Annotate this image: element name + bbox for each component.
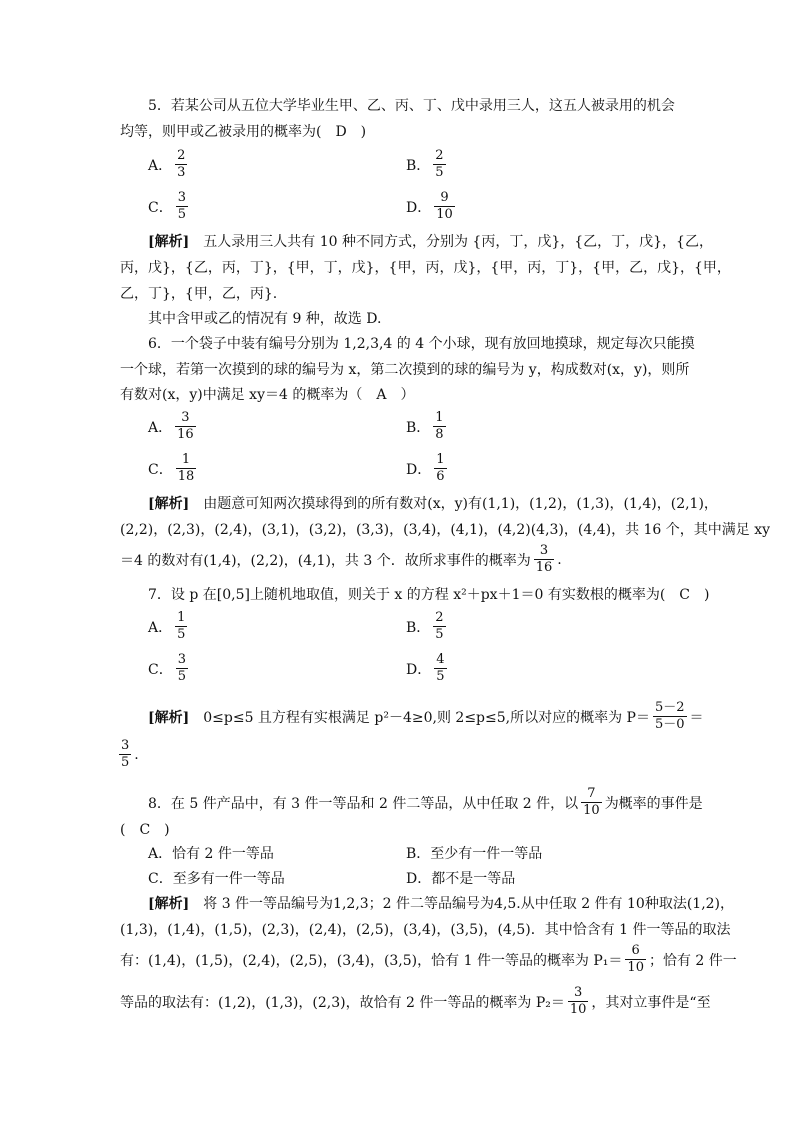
q8-solution-line3 (120, 943, 737, 976)
q5-option-b-label: B． (406, 157, 431, 174)
q7-c-den: 5 (177, 669, 186, 684)
q8-option-c: C．至多有一件一等品 (148, 871, 285, 887)
q8-stem-text1a: 8．在 5 件产品中，有 3 件一等品和 2 件二等品，从中任取 2 件，以 (148, 795, 579, 812)
q5-option-a-label: A． (148, 157, 173, 174)
q6-option-d-fraction (434, 452, 446, 485)
q7-option-d-fraction (434, 652, 446, 685)
q6-solution-text3b: . (557, 551, 562, 568)
q7-option-d (406, 652, 450, 685)
q8-solution-text4a: 等品的取法有：(1,2)，(1,3)，(2,3)，故恰有 2 件一等品的概率为 P₂＝ (120, 994, 565, 1011)
q6-solution-line3 (120, 543, 562, 576)
q5-d-num: 9 (440, 190, 449, 205)
q7-solution-fraction2 (119, 738, 131, 771)
q6-stem-line2: 一个球，若第一次摸到的球的编号为 x，第二次摸到的球的编号为 y，构成数对(x，y)，则所 (120, 362, 690, 378)
q7-sol2-den: 5 (121, 755, 130, 770)
q7-sol1-num: 5－2 (654, 700, 685, 715)
q8-solution-line4 (120, 985, 711, 1018)
q8-option-b: B．至少有一件一等品 (406, 846, 543, 862)
q7-solution-text2b: . (134, 746, 139, 763)
q7-b-num: 2 (435, 610, 444, 625)
q8-solution-text3a: 有：(1,4)，(1,5)，(2,4)，(2,5)，(3,4)，(3,5)，恰有 1 件一等品的概率为 P₁＝ (120, 952, 623, 969)
q7-d-num: 4 (436, 652, 445, 667)
q7-solution-text1b: ＝ (689, 709, 704, 726)
q6-d-den: 6 (436, 469, 445, 484)
q5-option-d-fraction (434, 190, 455, 223)
q6-sol-den: 16 (535, 560, 553, 575)
q5-solution-tag: [解析] (148, 234, 190, 250)
q7-option-c-label: C． (148, 661, 173, 678)
q7-solution-line2 (116, 738, 139, 771)
q6-d-num: 1 (436, 452, 445, 467)
q6-stem-line3: 有数对(x，y)中满足 xy＝4 的概率为（ A ） (120, 387, 415, 403)
q8-solution-text1: 将 3 件一等品编号为1,2,3；2 件二等品编号为4,5.从中任取 2 件有 10种取法(1,2)， (189, 896, 735, 912)
q5-solution-line3: 乙，丁}，{甲，乙，丙}. (120, 286, 278, 302)
q7-stem-line1: 7．设 p 在[0,5]上随机地取值，则关于 x 的方程 x²＋px＋1＝0 有实数根的概率为( C ) (148, 587, 710, 603)
q7-option-a-label: A． (148, 619, 173, 636)
q7-option-a-fraction (175, 610, 187, 643)
q5-solution-text1: 五人录用三人共有 10 种不同方式，分别为 {丙，丁，戊}，{乙，丁，戊}，{乙， (189, 234, 713, 250)
q6-b-num: 1 (435, 410, 444, 425)
q6-solution-text3a: ＝4 的数对有(1,4)，(2,2)，(4,1)，共 3 个．故所求事件的概率为 (120, 552, 531, 569)
q5-option-c-label: C． (148, 199, 173, 216)
q7-option-b-label: B． (406, 619, 431, 636)
q5-b-den: 5 (435, 165, 444, 180)
q7-solution-line1 (148, 700, 704, 733)
q5-solution-line4: 其中含甲或乙的情况有 9 种，故选 D. (148, 311, 382, 327)
q6-c-den: 18 (177, 469, 195, 484)
q5-option-b (406, 148, 449, 181)
q6-solution-tag: [解析] (148, 496, 190, 512)
q6-solution-text1: 由题意可知两次摸球得到的所有数对(x，y)有(1,1)，(1,2)，(1,3)，(1,4)，(2,1)， (189, 496, 718, 512)
q7-solution-tag: [解析] (148, 709, 190, 726)
q6-option-a-label: A． (148, 419, 173, 436)
q8-stem-line1 (148, 786, 703, 819)
q8-option-a: A．恰有 2 件一等品 (148, 846, 274, 862)
q7-d-den: 5 (436, 669, 445, 684)
q6-b-den: 8 (435, 427, 444, 442)
q8-solution-tag: [解析] (148, 896, 190, 912)
q5-option-d-label: D． (406, 199, 432, 216)
q5-a-num: 2 (177, 148, 186, 163)
q8-sol3-den: 10 (627, 960, 644, 975)
q7-a-den: 5 (177, 627, 186, 642)
q7-b-den: 5 (435, 627, 444, 642)
q6-option-d (406, 452, 450, 485)
q5-b-num: 2 (435, 148, 444, 163)
q8-sol4-den: 10 (569, 1002, 587, 1017)
q6-c-num: 1 (181, 452, 191, 467)
q6-option-d-label: D． (406, 461, 432, 478)
q5-a-den: 3 (177, 165, 186, 180)
q6-option-c-fraction (176, 452, 197, 485)
q8-stem-num: 7 (587, 786, 596, 801)
q7-solution-fraction1 (653, 700, 687, 733)
q7-option-a (148, 610, 190, 643)
q5-option-b-fraction (433, 148, 445, 181)
q5-c-den: 5 (177, 207, 186, 222)
q6-option-c-label: C． (148, 461, 173, 478)
q7-option-b-fraction (433, 610, 445, 643)
q8-stem-den: 10 (583, 803, 600, 818)
q6-stem-line1: 6．一个袋子中装有编号分别为 1,2,3,4 的 4 个小球，现有放回地摸球，规定每次只能摸 (148, 336, 695, 352)
q5-option-c (148, 190, 191, 223)
q8-solution-line1 (148, 894, 734, 914)
q5-option-d (406, 190, 458, 223)
q6-option-b-fraction (433, 410, 445, 443)
q7-a-num: 1 (177, 610, 186, 625)
q8-solution-fraction1 (625, 943, 646, 976)
q6-a-den: 16 (177, 427, 194, 442)
q8-option-d: D．都不是一等品 (406, 871, 516, 887)
q8-stem-text1b: 为概率的事件是 (604, 795, 703, 812)
q7-option-c (148, 652, 191, 685)
q8-sol4-num: 3 (573, 985, 583, 1000)
q8-solution-text4b: ，其对立事件是“至 (591, 994, 711, 1011)
q6-option-a (148, 410, 199, 443)
q8-solution-text3b: ；恰有 2 件一 (648, 952, 737, 969)
q6-a-num: 3 (181, 410, 190, 425)
q6-option-c (148, 452, 199, 485)
q6-option-b (406, 410, 449, 443)
q6-sol-num: 3 (539, 543, 549, 558)
q8-stem-line2: ( C ) (120, 822, 170, 838)
q6-solution-line1 (148, 494, 718, 514)
q5-option-c-fraction (176, 190, 188, 223)
q7-sol1-den: 5－0 (654, 717, 685, 732)
q5-option-a-fraction (175, 148, 187, 181)
q8-stem-fraction (581, 786, 602, 819)
q6-option-a-fraction (175, 410, 196, 443)
q7-option-c-fraction (176, 652, 188, 685)
q8-solution-fraction2 (568, 985, 589, 1018)
q5-stem-line2: 均等，则甲或乙被录用的概率为( D ) (120, 124, 367, 140)
q5-d-den: 10 (436, 207, 453, 222)
q8-sol3-num: 6 (631, 943, 640, 958)
q6-solution-fraction (534, 543, 555, 576)
q6-solution-line2: (2,2)，(2,3)，(2,4)，(3,1)，(3,2)，(3,3)，(3,4)，(4,1)，(4,2)(4,3)，(4,4)，共 16 个，其中满足 xy (120, 522, 771, 538)
q5-solution-line1 (148, 232, 713, 252)
q5-option-a (148, 148, 190, 181)
q7-c-num: 3 (177, 652, 186, 667)
q5-c-num: 3 (177, 190, 186, 205)
q7-sol2-num: 3 (121, 738, 130, 753)
q5-solution-line2: 丙，戊}，{乙，丙，丁}，{甲，丁，戊}，{甲，丙，戊}，{甲，丙，丁}，{甲，乙，戊}，{甲， (120, 260, 731, 276)
q7-option-b (406, 610, 449, 643)
q8-solution-line2: (1,3)，(1,4)，(1,5)，(2,3)，(2,4)，(2,5)，(3,4)，(3,5)，(4,5)．其中恰含有 1 件一等品的取法 (120, 922, 731, 938)
q5-stem-line1: 5．若某公司从五位大学毕业生甲、乙、丙、丁、戊中录用三人，这五人被录用的机会 (148, 98, 675, 114)
q7-solution-text1a: 0≤p≤5 且方程有实根满足 p²－4≥0,则 2≤p≤5,所以对应的概率为 P＝ (189, 709, 650, 726)
q7-option-d-label: D． (406, 661, 432, 678)
q6-option-b-label: B． (406, 419, 431, 436)
